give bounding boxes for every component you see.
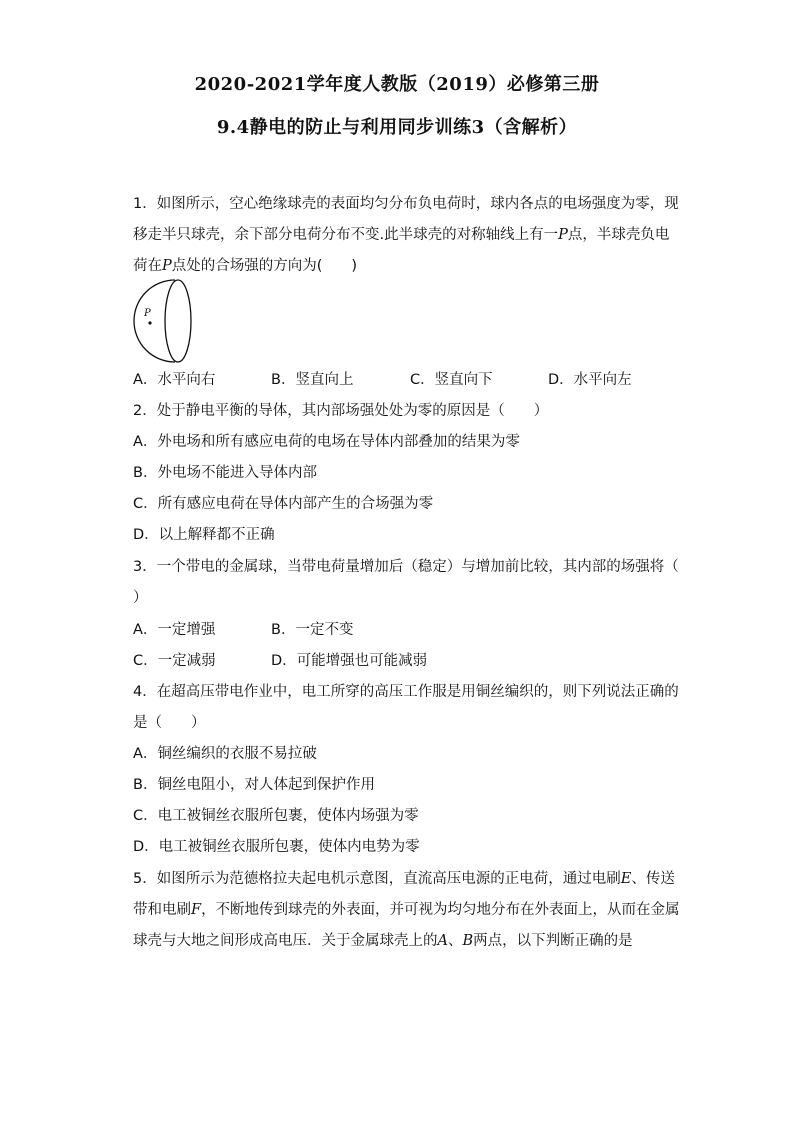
point-p-label: P	[144, 308, 151, 319]
text: 、	[447, 933, 463, 949]
question-4-line-1: 4．在超高压带电作业中，电工所穿的高压工作服是用铜丝编织的，则下列说法正确的	[133, 684, 679, 700]
question-2-option-b[interactable]: B．外电场不能进入导体内部	[133, 465, 317, 481]
text: 荷在	[133, 258, 162, 274]
text: 移走半只球壳，余下部分电荷分布不变.此半球壳的对称轴线上有一	[133, 227, 559, 243]
variable-f: F	[191, 902, 202, 918]
text: 球壳与大地之间形成高电压．关于金属球壳上的	[133, 933, 438, 949]
document-subtitle: 9.4静电的防止与利用同步训练3（含解析）	[216, 117, 578, 138]
question-2-option-d[interactable]: D．以上解释都不正确	[133, 527, 275, 543]
text: 点处的合场强的方向为( )	[171, 258, 358, 274]
question-1-option-c[interactable]: C．竖直向下	[410, 372, 493, 388]
variable-a: A	[437, 933, 448, 949]
question-1-option-b[interactable]: B．竖直向上	[271, 372, 354, 388]
question-1-line-3	[133, 254, 357, 275]
question-2-option-c[interactable]: C．所有感应电荷在导体内部产生的合场强为零	[133, 496, 434, 512]
question-4-option-d[interactable]: D．电工被铜丝衣服所包裹，使体内电势为零	[133, 839, 420, 855]
text: 5．如图所示为范德格拉夫起电机示意图，直流高压电源的正电荷，通过电刷	[133, 871, 621, 887]
variable-e: E	[620, 871, 632, 887]
hemisphere-rim	[165, 280, 191, 362]
text: 点，半球壳负电	[567, 227, 670, 243]
question-1-option-d[interactable]: D．水平向左	[548, 372, 632, 388]
document-title: 2020-2021学年度人教版（2019）必修第三册	[194, 74, 600, 95]
question-3-option-c[interactable]: C．一定减弱	[133, 653, 216, 669]
question-4-option-c[interactable]: C．电工被铜丝衣服所包裹，使体内场强为零	[133, 808, 419, 824]
question-3-option-b[interactable]: B．一定不变	[271, 622, 354, 638]
text: ，不断地传到球壳的外表面，并可视为均匀地分布在外表面上，从而在金属	[201, 902, 680, 918]
variable-p: P	[162, 258, 172, 274]
question-5-line-3	[133, 929, 633, 950]
question-1-line-2	[133, 223, 669, 244]
question-5-line-1	[133, 867, 675, 888]
question-4-option-a[interactable]: A．铜丝编织的衣服不易拉破	[133, 746, 317, 762]
question-1-option-a[interactable]: A．水平向右	[133, 372, 216, 388]
question-2-option-a[interactable]: A．外电场和所有感应电荷的电场在导体内部叠加的结果为零	[133, 434, 520, 450]
question-1-line-1: 1．如图所示，空心绝缘球壳的表面均匀分布负电荷时，球内各点的电场强度为零，现	[133, 196, 679, 212]
question-2-stem: 2．处于静电平衡的导体，其内部场强处处为零的原因是（ ）	[133, 403, 549, 419]
hemisphere-shell-figure	[131, 278, 195, 364]
text: 两点，以下判断正确的是	[473, 933, 633, 949]
question-4-option-b[interactable]: B．铜丝电阻小，对人体起到保护作用	[133, 777, 375, 793]
point-p-dot	[148, 321, 151, 324]
question-3-option-d[interactable]: D．可能增强也可能减弱	[271, 653, 428, 669]
variable-p: P	[558, 227, 568, 243]
question-5-line-2	[133, 898, 680, 919]
question-3-option-a[interactable]: A．一定增强	[133, 622, 216, 638]
text: 、传送	[631, 871, 675, 887]
text: 带和电刷	[133, 902, 191, 918]
question-3-line-2: ）	[133, 590, 148, 606]
question-3-line-1: 3．一个带电的金属球，当带电荷量增加后（稳定）与增加前比较，其内部的场强将（	[133, 559, 679, 575]
question-4-line-2: 是（ ）	[133, 715, 206, 731]
variable-b: B	[462, 933, 474, 949]
